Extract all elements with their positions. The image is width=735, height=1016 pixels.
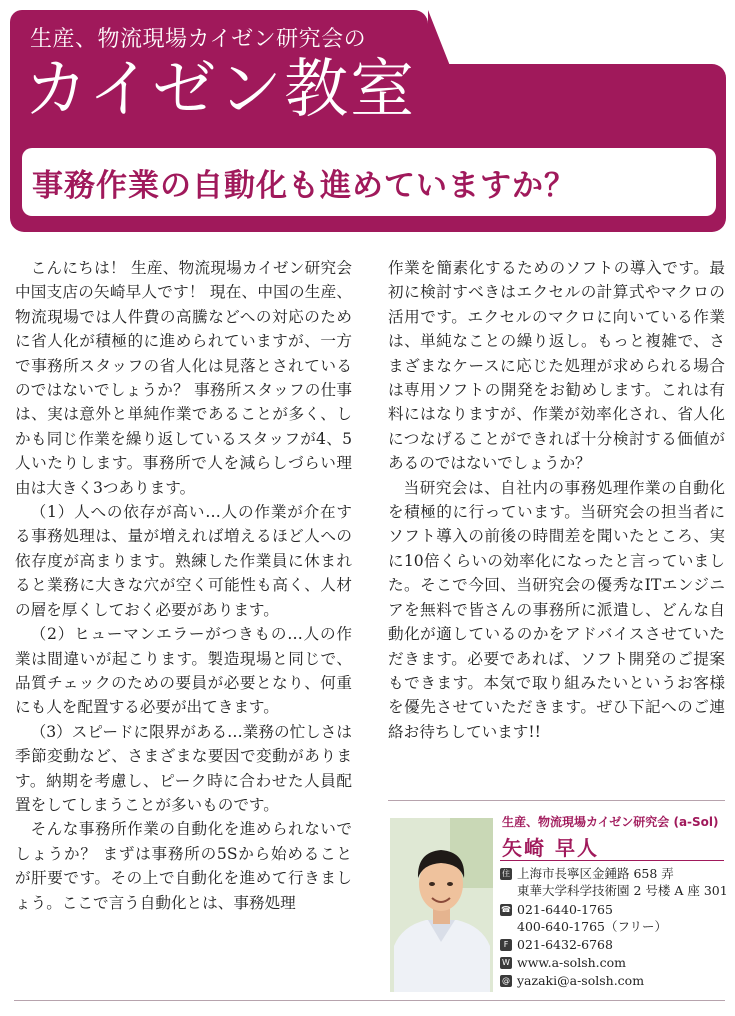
author-name: 矢崎 早人 xyxy=(502,836,599,860)
contact-phone-2 xyxy=(500,919,667,935)
bottom-divider xyxy=(14,1000,725,1001)
person-portrait-icon xyxy=(390,818,493,992)
contact-address xyxy=(500,866,674,882)
mail-icon: @ xyxy=(502,976,510,985)
author-org: 生産、物流現場カイゼン研究会 (a-Sol) xyxy=(502,815,719,829)
author-photo xyxy=(390,818,493,992)
header xyxy=(10,10,726,232)
subtitle-box xyxy=(22,148,716,216)
email-link[interactable]: yazaki@a-solsh.com xyxy=(517,973,645,988)
contact-fax xyxy=(500,937,613,953)
name-divider xyxy=(500,860,724,861)
divider xyxy=(388,800,725,801)
phone-icon: ☎ xyxy=(501,905,511,914)
contact-phone xyxy=(500,902,613,918)
paragraph-continuation: 作業を簡素化するためのソフトの導入です。最初に検討すべきはエクセルの計算式やマクロの活用です。エクセルのマクロに向いている作業は、単純なことの繰り返し。もっと複雑で、さまざまなケースに応じた処理が求められる場合は専用ソフトの開発をお勧めします。これは有料にはなりますが、作業が効率化され、省人化につなげることができれば十分検討する価値があるのではないでしょうか？ xyxy=(388,259,725,473)
article-column-left xyxy=(15,256,352,915)
fax-icon: F xyxy=(500,939,512,951)
article-column-right xyxy=(388,256,725,744)
address-line-2: 東華大学科学技術園 2 号楼 A 座 301 xyxy=(517,883,728,898)
contact-email[interactable] xyxy=(500,973,644,989)
page-title: カイゼン教室 xyxy=(24,53,417,127)
web-icon: W xyxy=(500,957,512,969)
paragraph: 当研究会は、自社内の事務処理作業の自動化を積極的に行っています。当研究会の担当者にソフト導入の前後の時間差を聞いたところ、実に10倍くらいの効率化になったと言っていました。そこで今回、当研究会の優秀なITエンジニアを無料で皆さんの事務所に派遣し、どんな自動化が適しているのかをアドバイスさせていただきます。必要であれば、ソフト開発のご提案もできます。本気で取り組みたいというお客様を優先させていただきます。ぜひ下記へのご連絡お待ちしています!! xyxy=(388,478,725,741)
paragraph: （1）人への依存が高い…人の作業が介在する事務処理は、量が増えれば増えるほど人への依存度が高まります。熟練した作業員に休まれると業務に大きな穴が空く可能性も高く、人材の層を厚くしておく必要があります。 xyxy=(15,503,352,619)
contact-web[interactable] xyxy=(500,955,626,971)
paragraph: （2）ヒューマンエラーがつきもの…人の作業は間違いが起こります。製造現場と同じで、品質チェックのための要員が必要となり、何重にも人を配置する必要が出てきます。 xyxy=(15,625,352,717)
address-line-1: 上海市長寧区金鍾路 658 弄 xyxy=(517,866,674,881)
fax-number: 021-6432-6768 xyxy=(517,937,613,952)
website-link[interactable]: www.a-solsh.com xyxy=(517,955,627,970)
paragraph: そんな事務所作業の自動化を進められないでしょうか？ まずは事務所の5Sから始めることが肝要です。その上で自動化を進めて行きましょう。ここで言う自動化とは、事務処理 xyxy=(15,820,352,912)
contact-address-2 xyxy=(500,883,728,899)
paragraph: こんにちは！ 生産、物流現場カイゼン研究会中国支店の矢崎早人です！ 現在、中国の生産、物流現場では人件費の高騰などへの対応のために省人化が積極的に進められていますが、一方で事務所スタッフの省人化は見落とされているのではないでしょうか？ 事務所スタッフの仕事は、実は意外と単純作業であることが多く、しかも同じ作業を繰り返しているスタッフが4、5人いたりします。事務所で人を減らしづらい理由は大きく3つあります。 xyxy=(15,259,352,497)
address-icon: 住 xyxy=(502,869,510,878)
header-kicker: 生産、物流現場カイゼン研究会の xyxy=(30,27,367,52)
phone-number-2: 400-640-1765（フリー） xyxy=(517,919,667,934)
paragraph: （3）スピードに限界がある…業務の忙しさは季節変動など、さまざまな要因で変動があります。納期を考慮し、ピーク時に合わせた人員配置をしてしまうことが多いものです。 xyxy=(15,722,352,814)
phone-number-1: 021-6440-1765 xyxy=(517,902,613,917)
article-subtitle: 事務作業の自動化も進めていますか？ xyxy=(32,168,576,204)
